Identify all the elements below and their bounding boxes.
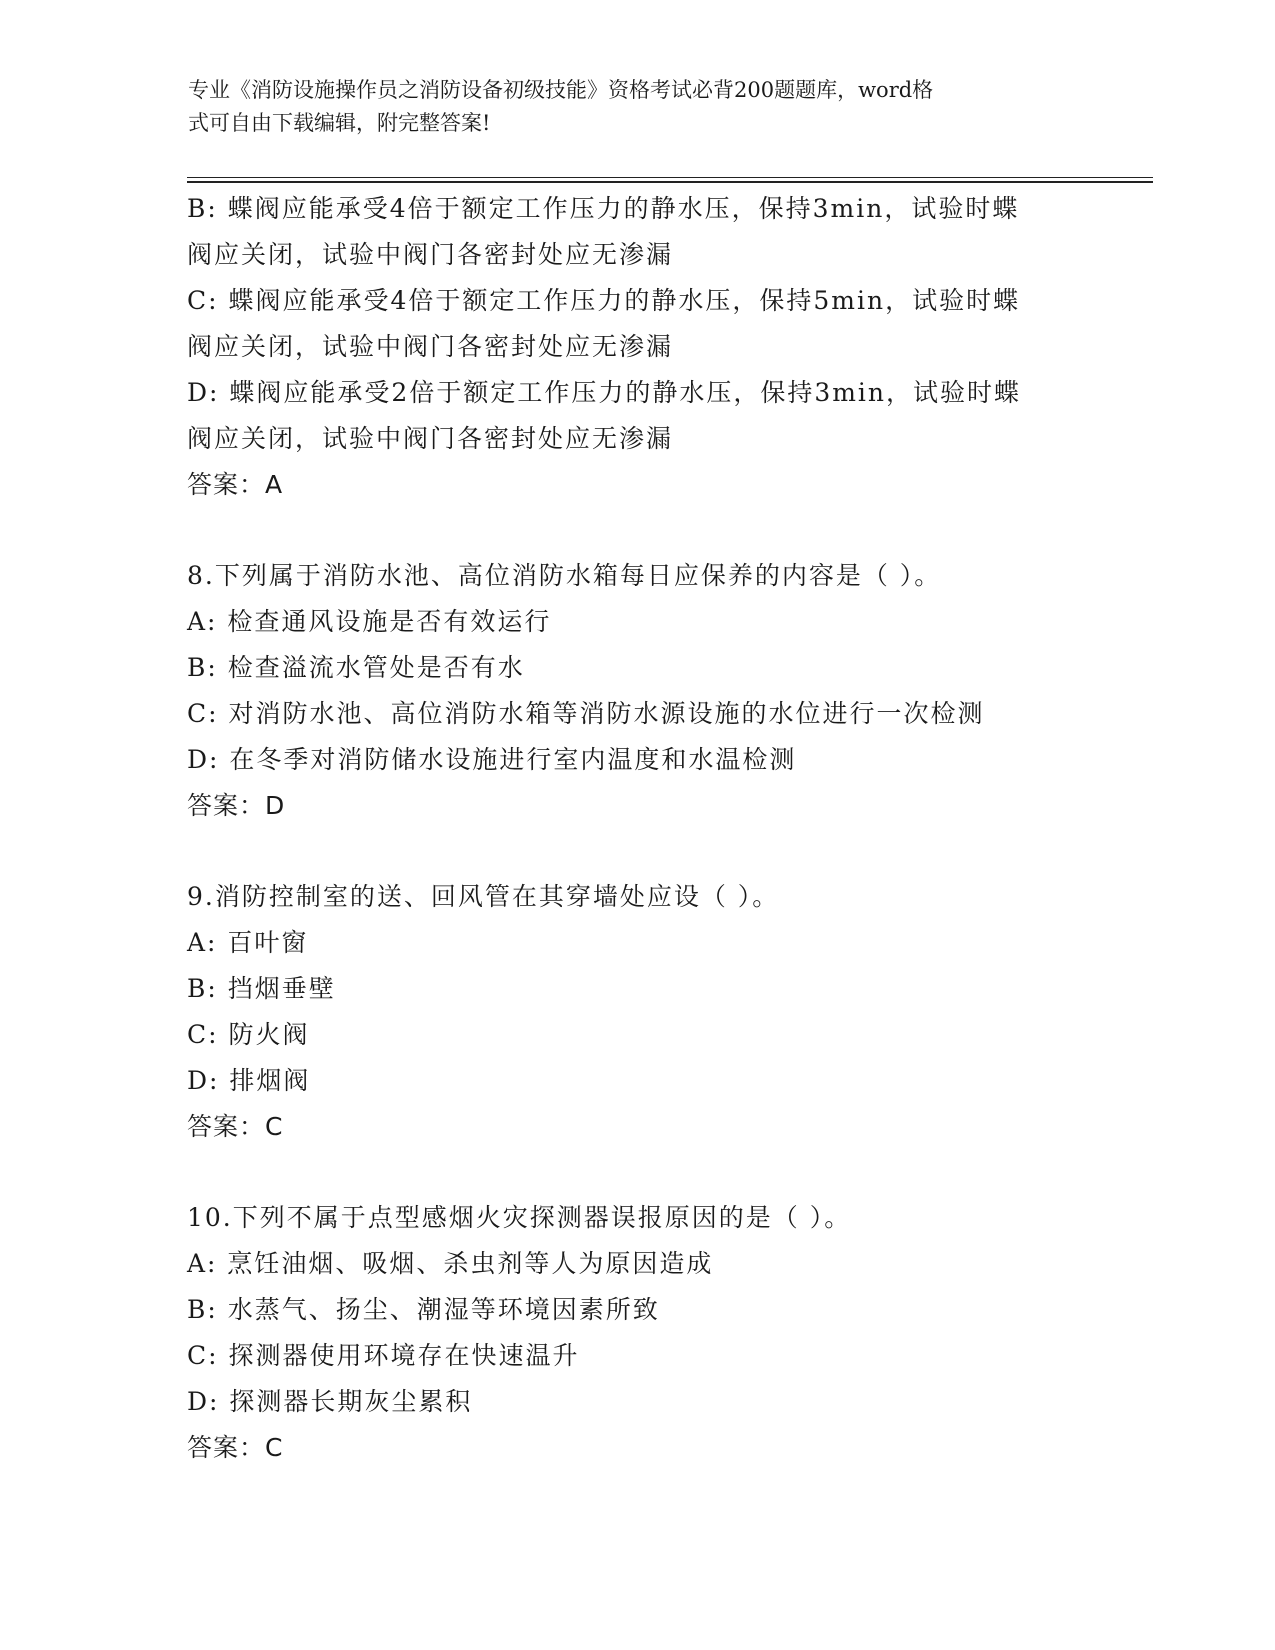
option-d-line-1: D: 蝶阀应能承受2倍于额定工作压力的静水压，保持3min，试验时蝶 <box>187 378 1022 407</box>
question-text: 8.下列属于消防水池、高位消防水箱每日应保养的内容是（ ）。 <box>187 561 942 590</box>
question-7-continued <box>187 186 1087 508</box>
option-b: B: 挡烟垂壁 <box>187 974 336 1003</box>
question-list <box>187 186 1087 1471</box>
option-b-line-1: B: 蝶阀应能承受4倍于额定工作压力的静水压，保持3min，试验时蝶 <box>187 194 1020 223</box>
answer-line: 答案：D <box>187 791 286 820</box>
header-title-line-1: 专业《消防设施操作员之消防设备初级技能》资格考试必背200题题库，word格 <box>188 78 934 102</box>
question-text: 10.下列不属于点型感烟火灾探测器误报原因的是（ ）。 <box>187 1203 852 1232</box>
option-b-line-2: 阀应关闭，试验中阀门各密封处应无渗漏 <box>187 240 674 269</box>
question-8 <box>187 553 1087 829</box>
option-c: C: 防火阀 <box>187 1020 310 1049</box>
option-a: A: 烹饪油烟、吸烟、杀虫剂等人为原因造成 <box>187 1249 714 1278</box>
answer-line: 答案：C <box>187 1433 284 1462</box>
option-c-line-2: 阀应关闭，试验中阀门各密封处应无渗漏 <box>187 332 674 361</box>
option-a: A: 百叶窗 <box>187 928 309 957</box>
option-c: C: 对消防水池、高位消防水箱等消防水源设施的水位进行一次检测 <box>187 699 985 728</box>
question-spacer <box>187 508 1087 553</box>
header-divider-thick <box>187 181 1153 183</box>
document-header <box>188 74 1068 140</box>
option-b: B: 检查溢流水管处是否有水 <box>187 653 525 682</box>
question-10 <box>187 1195 1087 1471</box>
question-spacer <box>187 829 1087 874</box>
answer-line: 答案：A <box>187 470 284 499</box>
option-d: D: 排烟阀 <box>187 1066 311 1095</box>
option-b: B: 水蒸气、扬尘、潮湿等环境因素所致 <box>187 1295 660 1324</box>
option-a: A: 检查通风设施是否有效运行 <box>187 607 552 636</box>
header-divider-thin <box>187 177 1153 178</box>
question-text: 9.消防控制室的送、回风管在其穿墙处应设（ ）。 <box>187 882 780 911</box>
option-d-line-2: 阀应关闭，试验中阀门各密封处应无渗漏 <box>187 424 674 453</box>
option-c: C: 探测器使用环境存在快速温升 <box>187 1341 580 1370</box>
header-title-line-2: 式可自由下载编辑，附完整答案! <box>188 111 491 135</box>
answer-line: 答案：C <box>187 1112 284 1141</box>
option-d: D: 在冬季对消防储水设施进行室内温度和水温检测 <box>187 745 797 774</box>
question-spacer <box>187 1150 1087 1195</box>
question-9 <box>187 874 1087 1150</box>
option-c-line-1: C: 蝶阀应能承受4倍于额定工作压力的静水压，保持5min，试验时蝶 <box>187 286 1021 315</box>
option-d: D: 探测器长期灰尘累积 <box>187 1387 473 1416</box>
